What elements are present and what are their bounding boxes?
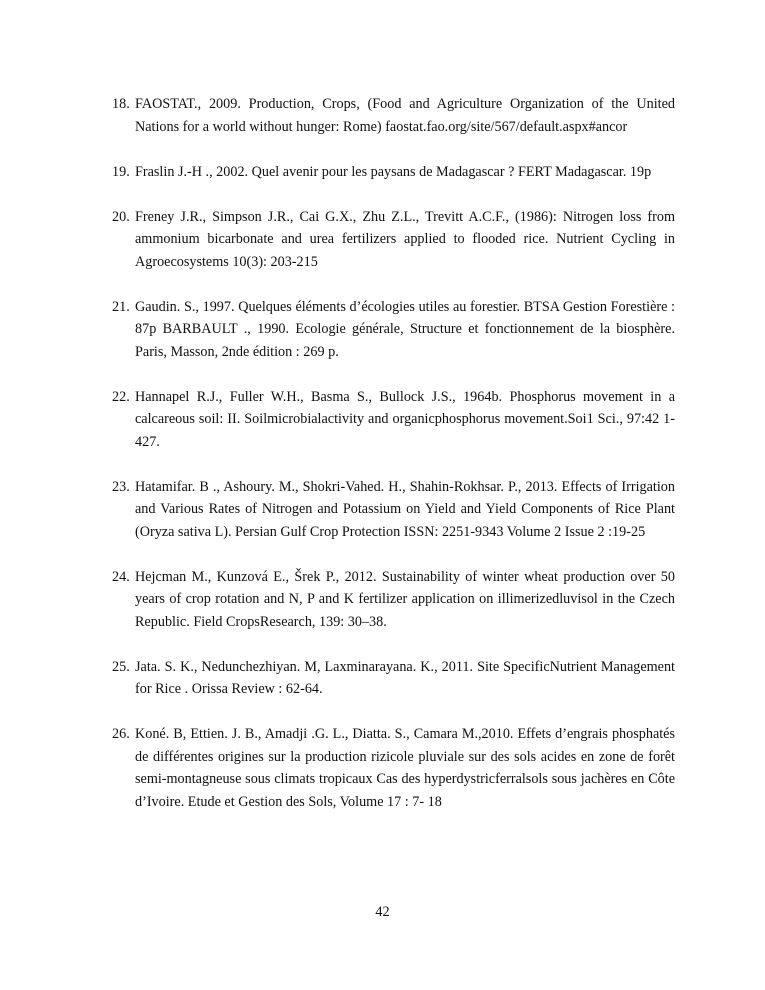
page-number: 42 (375, 904, 390, 920)
reference-item-19 (112, 161, 675, 184)
reference-item-24 (112, 566, 675, 634)
reference-number: 20. (112, 208, 130, 225)
reference-list (112, 93, 675, 836)
reference-item-25 (112, 656, 675, 701)
reference-item-22 (112, 386, 675, 454)
reference-item-18 (112, 93, 675, 138)
reference-text: FAOSTAT., 2009. Production, Crops, (Food and Agriculture Organization of the United Nations for a world without hunger: Rome) faostat.fao.org/site/567/default.aspx#ancor (135, 96, 675, 135)
reference-text: Hannapel R.J., Fuller W.H., Basma S., Bullock J.S., 1964b. Phosphorus movement in a calcareous soil: II. Soilmicrobialactivity and organicphosphorus movement.Soi1 Sci., 97:42 1-427. (135, 388, 675, 450)
reference-number: 24. (112, 568, 130, 585)
reference-text: Jata. S. K., Nedunchezhiyan. M, Laxminarayana. K., 2011. Site SpecificNutrient Management for Rice . Orissa Review : 62-64. (135, 658, 675, 697)
reference-text: Gaudin. S., 1997. Quelques éléments d’écologies utiles au forestier. BTSA Gestion Forestière : 87p BARBAULT ., 1990. Ecologie générale, Structure et fonctionnement de la biosphère. Paris, Masson, 2nde édition : 269 p. (135, 298, 675, 360)
reference-number: 21. (112, 298, 130, 315)
reference-text: Hejcman M., Kunzová E., Šrek P., 2012. Sustainability of winter wheat production over 50 years of crop rotation and N, P and K fertilizer application on illimerizedluvisol in the Czech Republic. Field CropsResearch, 139: 30–38. (135, 568, 675, 630)
reference-item-26 (112, 723, 675, 813)
reference-number: 25. (112, 658, 130, 675)
reference-text: Freney J.R., Simpson J.R., Cai G.X., Zhu Z.L., Trevitt A.C.F., (1986): Nitrogen loss from ammonium bicarbonate and urea fertilizers applied to flooded rice. Nutrient Cycling in Agroecosystems 10(3): 203-215 (135, 208, 675, 270)
reference-item-21 (112, 296, 675, 364)
reference-number: 18. (112, 96, 130, 112)
reference-item-23 (112, 476, 675, 544)
reference-text: Koné. B, Ettien. J. B., Amadji .G. L., Diatta. S., Camara M.,2010. Effets d’engrais phosphatés de différentes origines sur la production rizicole pluviale sur des sols acides en zone de forêt semi-montagneuse sous climats tropicaux Cas des hyperdystricferralsols sous jachères en Côte d’Ivoire. Etude et Gestion des Sols, Volume 17 : 7- 18 (135, 726, 675, 810)
reference-number: 22. (112, 388, 130, 405)
reference-text: Fraslin J.-H ., 2002. Quel avenir pour les paysans de Madagascar ? FERT Madagascar. 19p (135, 163, 652, 180)
reference-number: 23. (112, 478, 130, 495)
reference-item-20 (112, 206, 675, 274)
reference-number: 19. (112, 163, 130, 180)
reference-text: Hatamifar. B ., Ashoury. M., Shokri-Vahed. H., Shahin-Rokhsar. P., 2013. Effects of Irrigation and Various Rates of Nitrogen and Potassium on Yield and Yield Components of Rice Plant (Oryza sativa L). Persian Gulf Crop Protection ISSN: 2251-9343 Volume 2 Issue 2 :19-25 (135, 478, 675, 540)
reference-number: 26. (112, 726, 130, 742)
